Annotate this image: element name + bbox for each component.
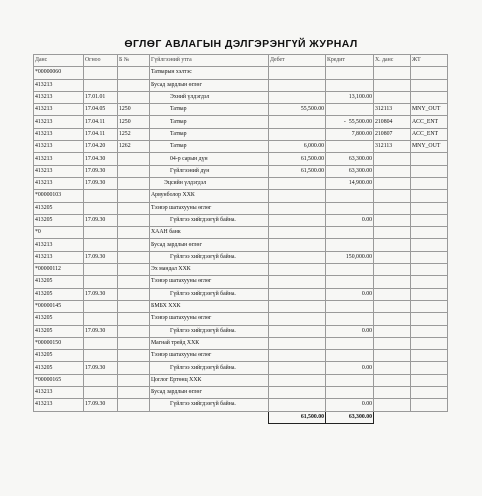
cell-debit bbox=[269, 399, 326, 411]
cell-credit bbox=[326, 227, 374, 239]
journal-table bbox=[33, 54, 448, 424]
cell-journal-type bbox=[411, 276, 448, 288]
cell-account: *00000103 bbox=[34, 190, 84, 202]
cell-contra-account bbox=[374, 350, 411, 362]
cell-description: Татварын хэлтэс bbox=[150, 67, 269, 79]
cell-credit: 14,900.00 bbox=[326, 177, 374, 189]
cell-account: 413205 bbox=[34, 325, 84, 337]
cell-credit bbox=[326, 79, 374, 91]
cell-account: 413213 bbox=[34, 79, 84, 91]
cell-credit bbox=[326, 104, 374, 116]
cell-account: *00000145 bbox=[34, 300, 84, 312]
cell-contra-account bbox=[374, 165, 411, 177]
cell-credit: 7,800.00 bbox=[326, 128, 374, 140]
cell-date: 17.04.11 bbox=[84, 116, 118, 128]
table-header-row bbox=[34, 55, 448, 67]
header-date: Огноо bbox=[84, 55, 118, 67]
table-row bbox=[34, 190, 448, 202]
header-description: Гүйлгээний утга bbox=[150, 55, 269, 67]
cell-account: *00000150 bbox=[34, 337, 84, 349]
cell-date bbox=[84, 300, 118, 312]
cell-contra-account bbox=[374, 251, 411, 263]
cell-description: Гүйлгээ хийгдээгүй байна. bbox=[150, 251, 269, 263]
cell-credit: 0.00 bbox=[326, 214, 374, 226]
cell-account: 413205 bbox=[34, 350, 84, 362]
cell-date: 17.04.05 bbox=[84, 104, 118, 116]
cell-credit: 0.00 bbox=[326, 362, 374, 374]
cell-date: 17.09.30 bbox=[84, 362, 118, 374]
cell-debit bbox=[269, 313, 326, 325]
cell-credit bbox=[326, 141, 374, 153]
cell-contra-account bbox=[374, 153, 411, 165]
cell-account: 413205 bbox=[34, 214, 84, 226]
cell-description: Магнай трейд ХХК bbox=[150, 337, 269, 349]
cell-debit bbox=[269, 67, 326, 79]
table-row bbox=[34, 177, 448, 189]
cell-date bbox=[84, 202, 118, 214]
cell-contra-account: 312113 bbox=[374, 104, 411, 116]
header-account: Данс bbox=[34, 55, 84, 67]
header-contra-account: Х. данс bbox=[374, 55, 411, 67]
cell-journal-type bbox=[411, 153, 448, 165]
table-row bbox=[34, 128, 448, 140]
cell-credit: 63,300.00 bbox=[326, 153, 374, 165]
table-row bbox=[34, 214, 448, 226]
table-row bbox=[34, 153, 448, 165]
cell-description: Татвар bbox=[150, 116, 269, 128]
cell-date bbox=[84, 190, 118, 202]
cell-account: 413213 bbox=[34, 387, 84, 399]
cell-contra-account bbox=[374, 374, 411, 386]
cell-date: 17.09.30 bbox=[84, 214, 118, 226]
table-row bbox=[34, 374, 448, 386]
cell-account: 413205 bbox=[34, 276, 84, 288]
cell-doc-number bbox=[118, 337, 150, 349]
cell-debit bbox=[269, 387, 326, 399]
cell-journal-type bbox=[411, 362, 448, 374]
cell-credit: 13,100.00 bbox=[326, 91, 374, 103]
cell-journal-type bbox=[411, 399, 448, 411]
cell-description: Гүйлгээ хийгдээгүй байна. bbox=[150, 362, 269, 374]
dash-mark: - bbox=[343, 118, 346, 125]
cell-contra-account bbox=[374, 362, 411, 374]
cell-debit bbox=[269, 227, 326, 239]
table-row bbox=[34, 337, 448, 349]
cell-contra-account bbox=[374, 264, 411, 276]
cell-description: Тээвэр шатахууны өглөг bbox=[150, 202, 269, 214]
cell-debit bbox=[269, 128, 326, 140]
cell-doc-number: 1262 bbox=[118, 141, 150, 153]
cell-contra-account bbox=[374, 276, 411, 288]
cell-journal-type bbox=[411, 227, 448, 239]
cell-description: Цоглог Ертөнц ХХК bbox=[150, 374, 269, 386]
cell-debit bbox=[269, 374, 326, 386]
cell-description: Гүйлгээний дүн bbox=[150, 165, 269, 177]
cell-debit bbox=[269, 325, 326, 337]
cell-debit bbox=[269, 350, 326, 362]
cell-credit bbox=[326, 313, 374, 325]
cell-journal-type bbox=[411, 325, 448, 337]
cell-date: 17.01.01 bbox=[84, 91, 118, 103]
cell-debit: 55,500.00 bbox=[269, 104, 326, 116]
cell-journal-type: ACC_ENT bbox=[411, 128, 448, 140]
cell-account: 413205 bbox=[34, 313, 84, 325]
cell-debit bbox=[269, 116, 326, 128]
cell-account: *0 bbox=[34, 227, 84, 239]
cell-doc-number bbox=[118, 153, 150, 165]
cell-journal-type bbox=[411, 251, 448, 263]
cell-journal-type bbox=[411, 67, 448, 79]
totals-row bbox=[34, 411, 448, 423]
cell-contra-account: 312113 bbox=[374, 141, 411, 153]
cell-debit bbox=[269, 190, 326, 202]
cell-date bbox=[84, 264, 118, 276]
cell-credit bbox=[326, 190, 374, 202]
header-journal-type: ЖТ bbox=[411, 55, 448, 67]
cell-doc-number bbox=[118, 300, 150, 312]
cell-description: Тээвэр шатахууны өглөг bbox=[150, 276, 269, 288]
cell-doc-number bbox=[118, 91, 150, 103]
table-row bbox=[34, 104, 448, 116]
cell-credit bbox=[326, 239, 374, 251]
cell-description: Тээвэр шатахууны өглөг bbox=[150, 313, 269, 325]
cell-journal-type bbox=[411, 337, 448, 349]
cell-date bbox=[84, 350, 118, 362]
cell-journal-type bbox=[411, 202, 448, 214]
cell-credit: 63,300.00 bbox=[326, 165, 374, 177]
cell-contra-account bbox=[374, 190, 411, 202]
cell-contra-account bbox=[374, 214, 411, 226]
cell-description: Бусад зардлын өглөг bbox=[150, 239, 269, 251]
cell-account: 413213 bbox=[34, 153, 84, 165]
header-doc-number: Б № bbox=[118, 55, 150, 67]
cell-doc-number: 1250 bbox=[118, 116, 150, 128]
cell-doc-number bbox=[118, 251, 150, 263]
cell-description: Татвар bbox=[150, 104, 269, 116]
cell-contra-account bbox=[374, 67, 411, 79]
cell-date bbox=[84, 79, 118, 91]
cell-description: Эхний үлдэгдэл bbox=[150, 91, 269, 103]
cell-contra-account bbox=[374, 300, 411, 312]
cell-description: ХААН банк bbox=[150, 227, 269, 239]
cell-journal-type: MNY_OUT bbox=[411, 104, 448, 116]
cell-date: 17.09.30 bbox=[84, 177, 118, 189]
cell-journal-type bbox=[411, 350, 448, 362]
cell-date: 17.09.30 bbox=[84, 165, 118, 177]
table-row bbox=[34, 387, 448, 399]
cell-doc-number: 1252 bbox=[118, 128, 150, 140]
cell-debit bbox=[269, 177, 326, 189]
cell-account: 413213 bbox=[34, 91, 84, 103]
cell-account: 413213 bbox=[34, 165, 84, 177]
cell-date: 17.09.30 bbox=[84, 325, 118, 337]
cell-contra-account bbox=[374, 399, 411, 411]
cell-doc-number bbox=[118, 374, 150, 386]
cell-account: 413205 bbox=[34, 288, 84, 300]
cell-credit bbox=[326, 374, 374, 386]
cell-date: 17.04.20 bbox=[84, 141, 118, 153]
cell-doc-number bbox=[118, 350, 150, 362]
cell-debit bbox=[269, 288, 326, 300]
cell-account: 413205 bbox=[34, 362, 84, 374]
cell-contra-account bbox=[374, 227, 411, 239]
cell-description: Бусад зардлын өглөг bbox=[150, 387, 269, 399]
cell-date bbox=[84, 374, 118, 386]
table-row bbox=[34, 276, 448, 288]
cell-account: 413205 bbox=[34, 202, 84, 214]
cell-doc-number bbox=[118, 362, 150, 374]
cell-account: 413213 bbox=[34, 116, 84, 128]
cell-date bbox=[84, 337, 118, 349]
table-row bbox=[34, 202, 448, 214]
cell-contra-account bbox=[374, 325, 411, 337]
table-row bbox=[34, 116, 448, 128]
cell-doc-number bbox=[118, 79, 150, 91]
cell-credit: 0.00 bbox=[326, 288, 374, 300]
cell-journal-type bbox=[411, 313, 448, 325]
cell-doc-number bbox=[118, 313, 150, 325]
table-row bbox=[34, 79, 448, 91]
table-row bbox=[34, 264, 448, 276]
total-credit: 63,300.00 bbox=[326, 411, 374, 423]
cell-contra-account bbox=[374, 387, 411, 399]
cell-description: 04-р сарын дүн bbox=[150, 153, 269, 165]
cell-debit bbox=[269, 300, 326, 312]
credit-value: 55,500.00 bbox=[348, 118, 372, 125]
cell-description: Гүйлгээ хийгдээгүй байна. bbox=[150, 288, 269, 300]
cell-contra-account: 210807 bbox=[374, 128, 411, 140]
cell-description: Гүйлгээ хийгдээгүй байна. bbox=[150, 214, 269, 226]
table-row bbox=[34, 325, 448, 337]
cell-credit: 0.00 bbox=[326, 399, 374, 411]
table-row bbox=[34, 141, 448, 153]
cell-credit bbox=[326, 350, 374, 362]
page-title: ӨГЛӨГ АВЛАГЫН ДЭЛГЭРЭНГҮЙ ЖУРНАЛ bbox=[124, 38, 358, 50]
cell-debit bbox=[269, 202, 326, 214]
cell-date: 17.04.11 bbox=[84, 128, 118, 140]
cell-journal-type bbox=[411, 165, 448, 177]
cell-contra-account bbox=[374, 313, 411, 325]
cell-account: *00000112 bbox=[34, 264, 84, 276]
cell-journal-type bbox=[411, 177, 448, 189]
cell-date: 17.09.30 bbox=[84, 288, 118, 300]
cell-doc-number bbox=[118, 276, 150, 288]
cell-doc-number bbox=[118, 202, 150, 214]
cell-contra-account: 210804 bbox=[374, 116, 411, 128]
cell-date bbox=[84, 239, 118, 251]
cell-description: Эх мандал ХХК bbox=[150, 264, 269, 276]
cell-credit bbox=[326, 300, 374, 312]
cell-description: Татвар bbox=[150, 141, 269, 153]
cell-description: Гүйлгээ хийгдээгүй байна. bbox=[150, 325, 269, 337]
cell-debit: 61,500.00 bbox=[269, 153, 326, 165]
table-row bbox=[34, 67, 448, 79]
table-row bbox=[34, 227, 448, 239]
cell-contra-account bbox=[374, 177, 411, 189]
cell-credit bbox=[326, 387, 374, 399]
cell-description: Татвар bbox=[150, 128, 269, 140]
cell-debit bbox=[269, 264, 326, 276]
cell-contra-account bbox=[374, 202, 411, 214]
cell-debit: 61,500.00 bbox=[269, 165, 326, 177]
table-row bbox=[34, 362, 448, 374]
cell-journal-type: ACC_ENT bbox=[411, 116, 448, 128]
header-debit: Дебет bbox=[269, 55, 326, 67]
cell-debit bbox=[269, 276, 326, 288]
cell-debit bbox=[269, 79, 326, 91]
table-row bbox=[34, 300, 448, 312]
cell-doc-number bbox=[118, 67, 150, 79]
cell-credit: 150,000.00 bbox=[326, 251, 374, 263]
table-row bbox=[34, 313, 448, 325]
cell-description: Бусад зардлын өглөг bbox=[150, 79, 269, 91]
cell-date: 17.04.30 bbox=[84, 153, 118, 165]
cell-contra-account bbox=[374, 239, 411, 251]
cell-debit bbox=[269, 362, 326, 374]
table-row bbox=[34, 91, 448, 103]
cell-description: Тээвэр шатахууны өглөг bbox=[150, 350, 269, 362]
cell-contra-account bbox=[374, 79, 411, 91]
cell-doc-number bbox=[118, 214, 150, 226]
cell-credit bbox=[326, 116, 374, 128]
cell-date: 17.09.30 bbox=[84, 251, 118, 263]
cell-account: 413213 bbox=[34, 104, 84, 116]
cell-journal-type bbox=[411, 214, 448, 226]
cell-doc-number bbox=[118, 325, 150, 337]
cell-description: БМБХ ХХК bbox=[150, 300, 269, 312]
cell-credit bbox=[326, 337, 374, 349]
cell-journal-type bbox=[411, 190, 448, 202]
cell-description: Арвунболор ХХК bbox=[150, 190, 269, 202]
cell-description: Гүйлгээ хийгдээгүй байна. bbox=[150, 399, 269, 411]
cell-journal-type bbox=[411, 91, 448, 103]
cell-date bbox=[84, 67, 118, 79]
cell-debit bbox=[269, 337, 326, 349]
cell-account: 413213 bbox=[34, 141, 84, 153]
cell-credit: 0.00 bbox=[326, 325, 374, 337]
cell-journal-type: MNY_OUT bbox=[411, 141, 448, 153]
table-row bbox=[34, 288, 448, 300]
header-credit: Кредит bbox=[326, 55, 374, 67]
cell-debit: 6,000.00 bbox=[269, 141, 326, 153]
cell-credit bbox=[326, 202, 374, 214]
cell-contra-account bbox=[374, 91, 411, 103]
table-row bbox=[34, 251, 448, 263]
cell-date bbox=[84, 387, 118, 399]
cell-account: 413213 bbox=[34, 177, 84, 189]
cell-credit bbox=[326, 264, 374, 276]
cell-debit bbox=[269, 251, 326, 263]
cell-debit bbox=[269, 214, 326, 226]
cell-doc-number bbox=[118, 264, 150, 276]
cell-description: Эцсийн үлдэгдэл bbox=[150, 177, 269, 189]
cell-account: 413213 bbox=[34, 128, 84, 140]
cell-doc-number bbox=[118, 288, 150, 300]
cell-journal-type bbox=[411, 374, 448, 386]
cell-account: 413213 bbox=[34, 251, 84, 263]
cell-journal-type bbox=[411, 79, 448, 91]
table-row bbox=[34, 399, 448, 411]
cell-contra-account bbox=[374, 337, 411, 349]
cell-debit bbox=[269, 239, 326, 251]
cell-doc-number bbox=[118, 177, 150, 189]
cell-doc-number bbox=[118, 387, 150, 399]
table-row bbox=[34, 165, 448, 177]
cell-doc-number bbox=[118, 165, 150, 177]
cell-contra-account bbox=[374, 288, 411, 300]
cell-account: *00000060 bbox=[34, 67, 84, 79]
cell-doc-number bbox=[118, 227, 150, 239]
table-row bbox=[34, 350, 448, 362]
cell-date: 17.09.30 bbox=[84, 399, 118, 411]
cell-doc-number bbox=[118, 190, 150, 202]
cell-journal-type bbox=[411, 239, 448, 251]
cell-doc-number: 1250 bbox=[118, 104, 150, 116]
cell-credit bbox=[326, 276, 374, 288]
cell-date bbox=[84, 276, 118, 288]
total-debit: 61,500.00 bbox=[269, 411, 326, 423]
cell-credit bbox=[326, 67, 374, 79]
cell-account: 413213 bbox=[34, 239, 84, 251]
cell-account: *00000165 bbox=[34, 374, 84, 386]
cell-debit bbox=[269, 91, 326, 103]
cell-account: 413213 bbox=[34, 399, 84, 411]
table-row bbox=[34, 239, 448, 251]
cell-doc-number bbox=[118, 239, 150, 251]
cell-doc-number bbox=[118, 399, 150, 411]
cell-journal-type bbox=[411, 288, 448, 300]
cell-date bbox=[84, 313, 118, 325]
cell-journal-type bbox=[411, 300, 448, 312]
cell-journal-type bbox=[411, 264, 448, 276]
cell-journal-type bbox=[411, 387, 448, 399]
cell-date bbox=[84, 227, 118, 239]
